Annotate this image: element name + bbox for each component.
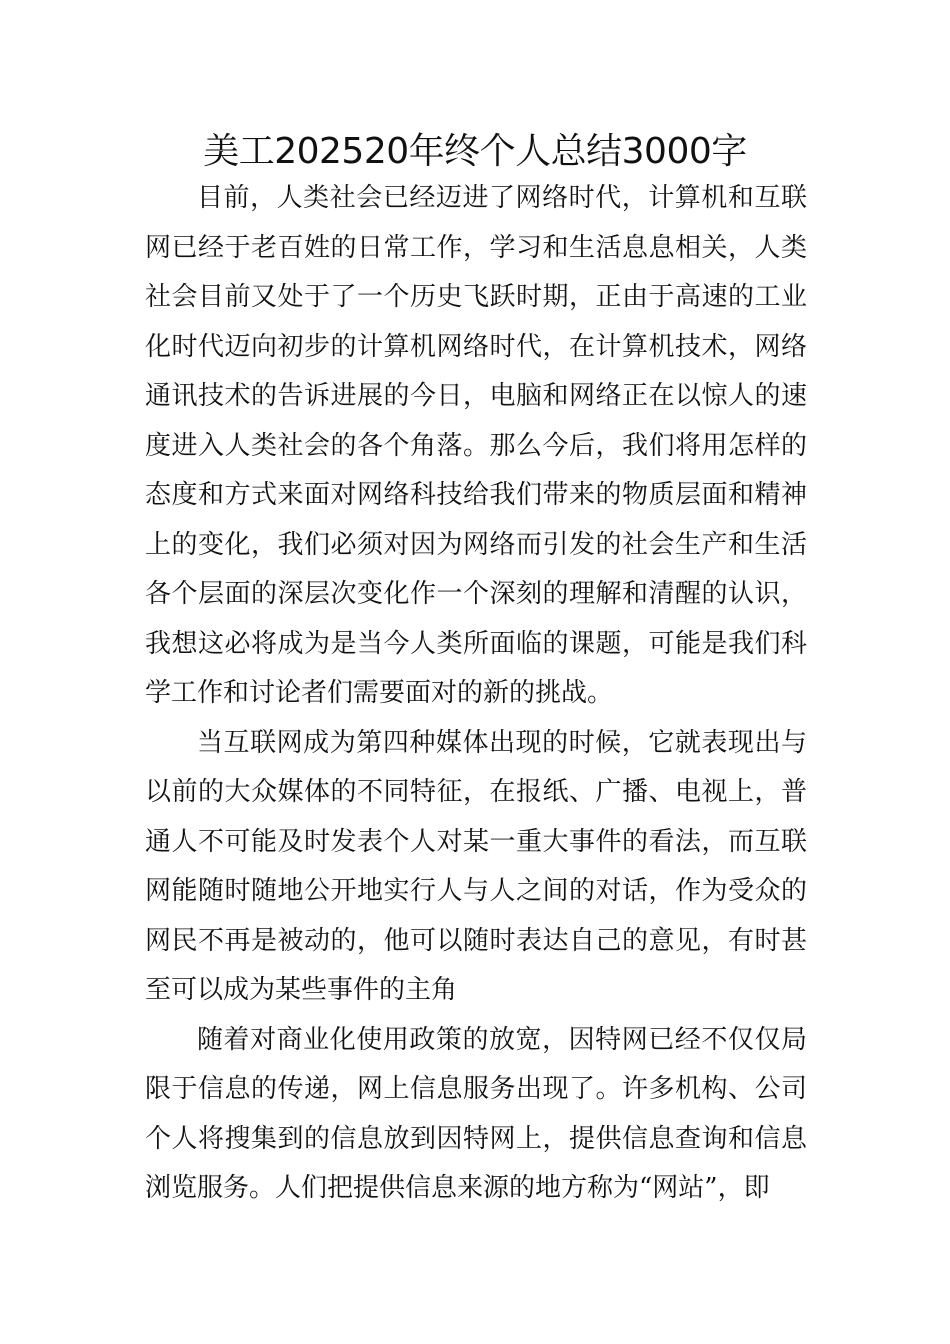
paragraph-3: 随着对商业化使用政策的放宽，因特网已经不仅仅局限于信息的传递，网上信息服务出现了。许多机构、公司个人将搜集到的信息放到因特网上，提供信息查询和信息浏览服务。人们把提供信息来源的地方称为“网站”，即 — [145, 1024, 807, 1203]
document-body — [145, 174, 807, 1214]
document-title: 美工202520年终个人总结3000字 — [203, 131, 747, 172]
paragraph-1: 目前，人类社会已经迈进了网络时代，计算机和互联网已经于老百姓的日常工作，学习和生活息息相关，人类社会目前又处于了一个历史飞跃时期，正由于高速的工业化时代迈向初步的计算机网络时代，在计算机技术，网络通讯技术的告诉进展的今日，电脑和网络正在以惊人的速度进入人类社会的各个角落。那么今后，我们将用怎样的态度和方式来面对网络科技给我们带来的物质层面和精神上的变化，我们必须对因为网络而引发的社会生产和生活各个层面的深层次变化作一个深刻的理解和清醒的认识，我想这必将成为是当今人类所面临的课题，可能是我们科学工作和讨论者们需要面对的新的挑战。 — [145, 183, 807, 708]
paragraph-2: 当互联网成为第四种媒体出现的时候，它就表现出与以前的大众媒体的不同特征，在报纸、广播、电视上，普通人不可能及时发表个人对某一重大事件的看法，而互联网能随时随地公开地实行人与人之间的对话，作为受众的网民不再是被动的，他可以随时表达自己的意见，有时甚至可以成为某些事件的主角 — [145, 727, 807, 1005]
